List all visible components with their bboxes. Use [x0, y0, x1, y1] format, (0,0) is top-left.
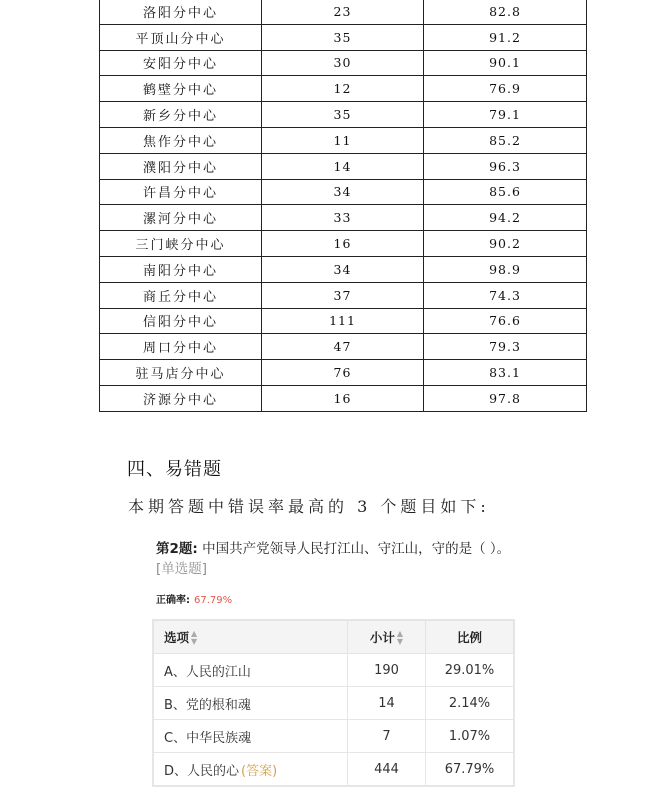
subtotal-cell: 14 — [348, 687, 426, 720]
ratio-cell: 2.14% — [426, 687, 514, 720]
center-name-cell: 漯河分中心 — [100, 205, 262, 231]
center-name-cell: 许昌分中心 — [100, 179, 262, 205]
ratio-cell: 67.79% — [426, 753, 514, 786]
option-label: D、人民的心 — [164, 763, 240, 779]
rate-cell: 83.1 — [424, 360, 587, 386]
rate-cell: 98.9 — [424, 256, 587, 282]
count-cell: 33 — [262, 205, 424, 231]
option-row — [154, 654, 514, 687]
table-row — [100, 256, 587, 282]
center-name-cell: 平顶山分中心 — [100, 24, 262, 50]
accuracy-line — [156, 591, 232, 606]
option-cell — [154, 654, 348, 687]
count-cell: 76 — [262, 360, 424, 386]
section-intro: 本期答题中错误率最高的 3 个题目如下: — [128, 497, 490, 516]
header-ratio: 比例 — [426, 621, 514, 654]
options-header-row — [154, 621, 514, 654]
count-cell: 34 — [262, 179, 424, 205]
rate-cell: 90.2 — [424, 231, 587, 257]
table-row — [100, 127, 587, 153]
sort-icon[interactable]: ▲ ▼ — [191, 629, 198, 647]
count-cell: 47 — [262, 334, 424, 360]
count-cell: 16 — [262, 385, 424, 411]
center-name-cell: 焦作分中心 — [100, 127, 262, 153]
table-row — [100, 179, 587, 205]
table-row — [100, 282, 587, 308]
count-cell: 12 — [262, 76, 424, 102]
center-name-cell: 鹤壁分中心 — [100, 76, 262, 102]
center-name-cell: 安阳分中心 — [100, 50, 262, 76]
answer-tag: (答案) — [241, 763, 278, 779]
accuracy-value: 67.79% — [194, 595, 233, 606]
accuracy-label: 正确率: — [156, 595, 190, 606]
option-label: B、党的根和魂 — [164, 697, 251, 713]
option-cell — [154, 687, 348, 720]
center-name-cell: 洛阳分中心 — [100, 0, 262, 24]
center-name-cell: 濮阳分中心 — [100, 153, 262, 179]
count-cell: 16 — [262, 231, 424, 257]
option-row — [154, 687, 514, 720]
stats-table — [99, 0, 587, 412]
table-row — [100, 50, 587, 76]
section-title: 四、易错题 — [127, 459, 222, 480]
count-cell: 35 — [262, 24, 424, 50]
rate-cell: 94.2 — [424, 205, 587, 231]
table-row — [100, 153, 587, 179]
rate-cell: 96.3 — [424, 153, 587, 179]
count-cell: 23 — [262, 0, 424, 24]
option-label: A、人民的江山 — [164, 664, 251, 680]
table-row — [100, 0, 587, 24]
header-option[interactable]: 选项 ▲ ▼ — [154, 621, 348, 654]
header-subtotal[interactable]: 小计 ▲ ▼ — [348, 621, 426, 654]
count-cell: 37 — [262, 282, 424, 308]
center-name-cell: 三门峡分中心 — [100, 231, 262, 257]
rate-cell: 76.6 — [424, 308, 587, 334]
question-number: 第2题: — [156, 541, 198, 557]
count-cell: 14 — [262, 153, 424, 179]
table-row — [100, 308, 587, 334]
center-name-cell: 济源分中心 — [100, 385, 262, 411]
table-row — [100, 334, 587, 360]
option-cell — [154, 753, 348, 786]
center-name-cell: 南阳分中心 — [100, 256, 262, 282]
table-row — [100, 24, 587, 50]
rate-cell: 85.6 — [424, 179, 587, 205]
question-block — [156, 539, 516, 579]
ratio-cell: 1.07% — [426, 720, 514, 753]
center-name-cell: 周口分中心 — [100, 334, 262, 360]
count-cell: 30 — [262, 50, 424, 76]
option-row — [154, 720, 514, 753]
count-cell: 111 — [262, 308, 424, 334]
option-label: C、中华民族魂 — [164, 730, 252, 746]
table-row — [100, 231, 587, 257]
count-cell: 35 — [262, 102, 424, 128]
rate-cell: 82.8 — [424, 0, 587, 24]
center-name-cell: 新乡分中心 — [100, 102, 262, 128]
option-cell — [154, 720, 348, 753]
subtotal-cell: 7 — [348, 720, 426, 753]
table-row — [100, 205, 587, 231]
rate-cell: 79.3 — [424, 334, 587, 360]
center-name-cell: 驻马店分中心 — [100, 360, 262, 386]
rate-cell: 76.9 — [424, 76, 587, 102]
count-cell: 34 — [262, 256, 424, 282]
sort-icon[interactable]: ▲ ▼ — [396, 629, 404, 647]
subtotal-cell: 444 — [348, 753, 426, 786]
count-cell: 11 — [262, 127, 424, 153]
table-row — [100, 385, 587, 411]
options-table — [153, 620, 514, 786]
rate-cell: 91.2 — [424, 24, 587, 50]
table-row — [100, 76, 587, 102]
rate-cell: 97.8 — [424, 385, 587, 411]
question-text: 中国共产党领导人民打江山、守江山，守的是（ ）。 — [202, 541, 511, 557]
rate-cell: 85.2 — [424, 127, 587, 153]
table-row — [100, 102, 587, 128]
rate-cell: 74.3 — [424, 282, 587, 308]
question-type: [单选题] — [156, 561, 208, 577]
table-row — [100, 360, 587, 386]
center-name-cell: 商丘分中心 — [100, 282, 262, 308]
rate-cell: 90.1 — [424, 50, 587, 76]
option-row — [154, 753, 514, 786]
ratio-cell: 29.01% — [426, 654, 514, 687]
center-name-cell: 信阳分中心 — [100, 308, 262, 334]
rate-cell: 79.1 — [424, 102, 587, 128]
subtotal-cell: 190 — [348, 654, 426, 687]
